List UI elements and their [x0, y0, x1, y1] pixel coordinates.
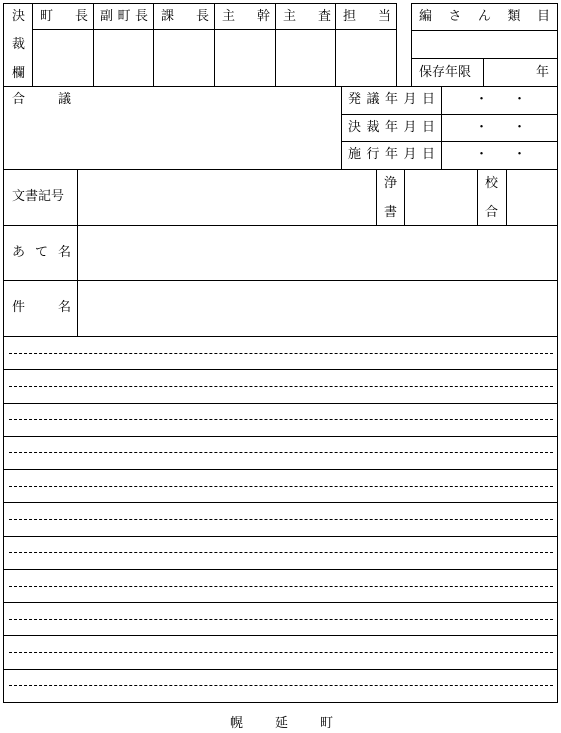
approval-side-char: 裁 [12, 37, 26, 52]
header-char: 幹 [256, 9, 270, 24]
approval-top-border [3, 3, 397, 4]
date-label-char: 年 [384, 92, 398, 107]
date-label-char: 裁 [366, 120, 380, 135]
approval-stamp-cell[interactable] [215, 30, 275, 86]
proofread-left-divider [477, 169, 478, 225]
footer-char: 延 [274, 716, 288, 731]
date-separator-dot: ・ [475, 147, 489, 162]
header-char: 主 [222, 9, 236, 24]
consultation-char: 合 [12, 92, 26, 107]
date-separator-dot: ・ [475, 92, 489, 107]
approval-stamp-cell[interactable] [154, 30, 214, 86]
date-label-char: 月 [403, 147, 417, 162]
retention-label: 保存年限 [419, 65, 472, 80]
proofread-char: 校 [485, 176, 499, 191]
addressee-char: て [34, 245, 48, 260]
fair-copy-left-divider [376, 169, 377, 225]
decision-date-value[interactable] [442, 115, 557, 141]
footer-char: 町 [319, 716, 333, 731]
approval-side-char: 決 [12, 9, 26, 24]
proofread-stamp-cell[interactable] [507, 170, 557, 225]
body-text-area[interactable] [4, 337, 557, 702]
compilation-char: さ [448, 9, 462, 24]
header-char: 当 [377, 9, 391, 24]
date-label-char: 議 [366, 92, 380, 107]
compilation-value-cell[interactable] [412, 31, 557, 58]
footer-char: 幌 [230, 716, 244, 731]
header-char: 長 [134, 9, 148, 24]
addressee-label [12, 245, 71, 261]
compilation-char: ん [477, 9, 491, 24]
document-number-label: 文書記号 [12, 189, 65, 204]
date-label-char: 日 [421, 147, 435, 162]
subject-value[interactable] [78, 281, 557, 336]
header-char: 長 [74, 9, 88, 24]
compilation-top-border [411, 3, 558, 4]
enforcement-date-label [348, 147, 435, 163]
compilation-char: 類 [507, 9, 521, 24]
header-char: 副 [100, 9, 114, 24]
consultation-area[interactable] [4, 110, 340, 168]
compilation-char: 編 [419, 9, 433, 24]
compilation-char: 目 [536, 9, 550, 24]
approval-stamp-cell[interactable] [336, 30, 396, 86]
dates-left-divider [341, 86, 342, 169]
proposal-date-value[interactable] [442, 87, 557, 114]
column-header-person-in-charge [343, 9, 391, 25]
header-char: 主 [283, 9, 297, 24]
compilation-right-border [557, 3, 558, 87]
main-bottom-border [3, 702, 558, 703]
approval-right-border [396, 3, 397, 87]
proposal-date-label [348, 92, 435, 108]
date-label-char: 年 [384, 147, 398, 162]
date-label-char: 決 [348, 120, 362, 135]
column-header-deputy-mayor [100, 9, 148, 25]
column-header-section-chief [161, 9, 209, 25]
column-header-mayor [40, 9, 88, 25]
decision-date-label [348, 120, 435, 136]
date-separator-dot: ・ [513, 120, 527, 135]
document-number-value[interactable] [78, 170, 376, 225]
addressee-char: あ [12, 245, 26, 260]
fair-copy-char: 浄 [384, 176, 398, 191]
header-char: 長 [195, 9, 209, 24]
proofread-char: 合 [485, 205, 499, 220]
date-label-char: 行 [366, 147, 380, 162]
column-header-chief-supervisor [222, 9, 270, 25]
date-label-char: 年 [384, 120, 398, 135]
date-separator-dot: ・ [513, 147, 527, 162]
fair-copy-char: 書 [384, 205, 398, 220]
header-char: 査 [317, 9, 331, 24]
addressee-char: 名 [57, 245, 71, 260]
subject-char: 名 [57, 300, 71, 315]
main-right-border [557, 86, 558, 703]
consultation-label [12, 92, 71, 108]
approval-side-char: 欄 [12, 66, 26, 81]
column-header-inspector [283, 9, 331, 25]
approval-stamp-cell[interactable] [94, 30, 153, 86]
header-char: 町 [40, 9, 54, 24]
subject-char: 件 [12, 300, 26, 315]
fair-copy-stamp-cell[interactable] [405, 170, 477, 225]
approval-stamp-cell[interactable] [33, 30, 93, 86]
date-label-char: 発 [348, 92, 362, 107]
date-label-char: 月 [403, 92, 417, 107]
approval-left-border [3, 3, 4, 87]
date-label-char: 日 [421, 92, 435, 107]
approval-stamp-cell[interactable] [276, 30, 335, 86]
date-separator-dot: ・ [513, 92, 527, 107]
date-label-char: 施 [348, 147, 362, 162]
enforcement-date-value[interactable] [442, 142, 557, 169]
footer-town-name [230, 716, 333, 732]
header-char: 課 [161, 9, 175, 24]
subject-label [12, 300, 71, 316]
addressee-value[interactable] [78, 226, 557, 280]
header-char: 町 [117, 9, 131, 24]
consultation-char: 議 [57, 92, 71, 107]
compilation-title [419, 9, 550, 25]
retention-unit: 年 [536, 65, 550, 80]
date-label-char: 月 [403, 120, 417, 135]
header-char: 担 [343, 9, 357, 24]
date-label-char: 日 [421, 120, 435, 135]
date-separator-dot: ・ [475, 120, 489, 135]
